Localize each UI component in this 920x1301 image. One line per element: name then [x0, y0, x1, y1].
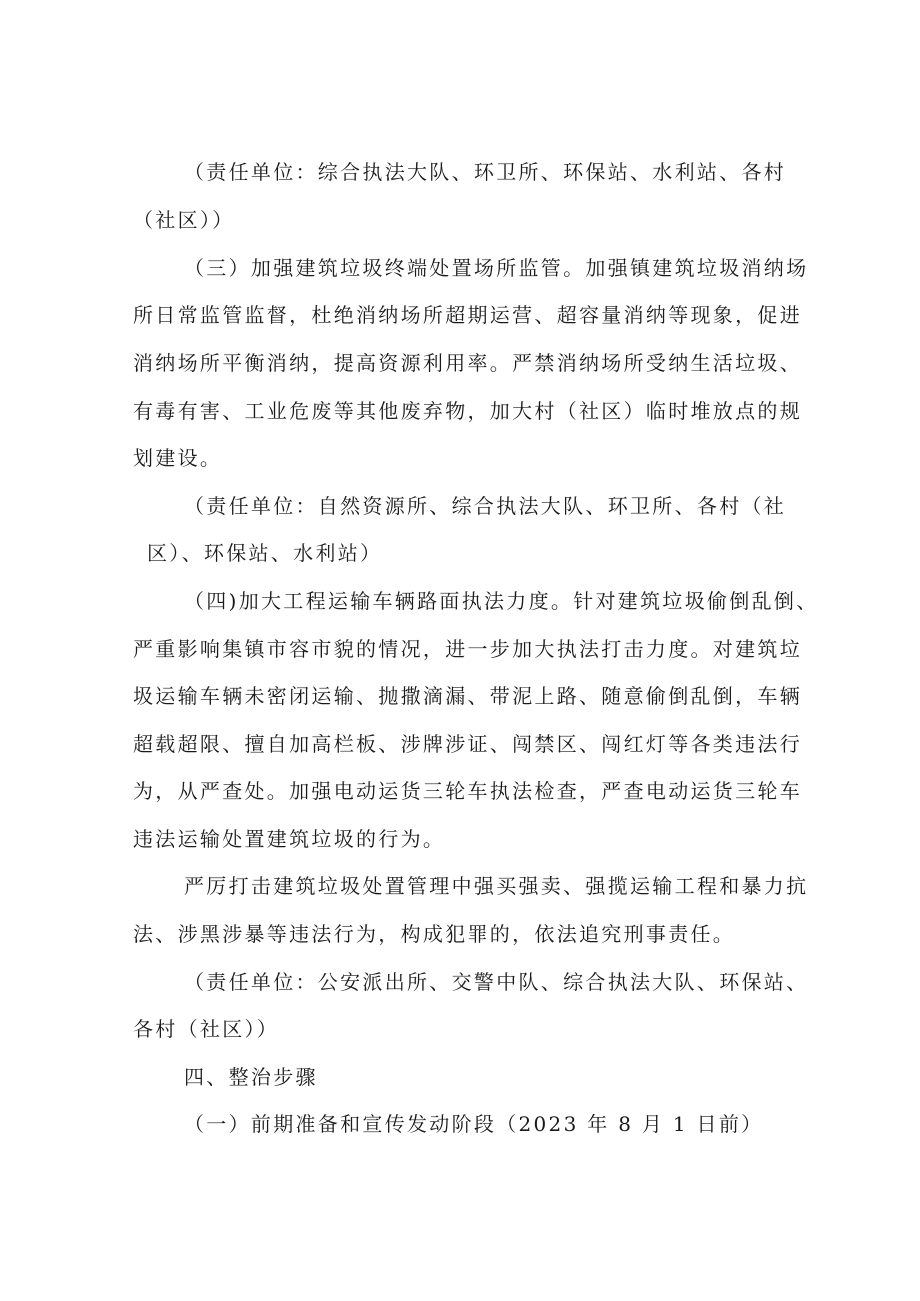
- section-4-body-line-1: 严重影响集镇市容市貌的情况，进一步加大执法打击力度。对建筑垃: [133, 637, 802, 661]
- crackdown-paragraph-line-2: 法、涉黑涉暴等违法行为，构成犯罪的，依法追究刑事责任。: [133, 922, 736, 946]
- section-4-body-line-2: 圾运输车辆未密闭运输、抛撒滴漏、带泥上路、随意偷倒乱倒，车辆: [133, 684, 802, 708]
- crackdown-paragraph-line-1: 严厉打击建筑垃圾处置管理中强买强卖、强揽运输工程和暴力抗: [184, 874, 809, 898]
- responsibility-line-2-cont: 区）、环保站、水利站）: [147, 541, 383, 565]
- phase-1-heading: （一）前期准备和宣传发动阶段（2023 年 8 月 1 日前）: [184, 1112, 764, 1136]
- section-3-body-line-4: 划建设。: [133, 446, 223, 470]
- section-4-heading-line: （四)加大工程运输车辆路面执法力度。针对建筑垃圾偷倒乱倒、: [184, 589, 819, 613]
- section-4-body-line-5: 违法运输处置建筑垃圾的行为。: [133, 827, 446, 851]
- responsibility-line-3-cont: 各村（社区））: [133, 1017, 280, 1041]
- section-3-body-line-3: 有毒有害、工业危废等其他废弃物，加大村（社区）临时堆放点的规: [133, 399, 802, 423]
- section-4-body-line-4: 为，从严查处。加强电动运货三轮车执法检查，严查电动运货三轮车: [133, 779, 802, 803]
- section-3-body-line-2: 消纳场所平衡消纳，提高资源利用率。严禁消纳场所受纳生活垃圾、: [133, 351, 802, 375]
- section-3-body-line-1: 所日常监管监督，杜绝消纳场所超期运营、超容量消纳等现象，促进: [133, 303, 802, 327]
- responsibility-line-2: （责任单位：自然资源所、综合执法大队、环卫所、各村（社: [184, 494, 787, 518]
- responsibility-line-1-cont: （社区））: [133, 208, 235, 232]
- chapter-heading-rectification-steps: 四、整治步骤: [184, 1065, 318, 1089]
- responsibility-line-3: （责任单位：公安派出所、交警中队、综合执法大队、环保站、: [184, 970, 809, 994]
- section-3-heading-line: （三）加强建筑垃圾终端处置场所监管。加强镇建筑垃圾消纳场: [184, 256, 809, 280]
- responsibility-line-1: （责任单位：综合执法大队、环卫所、环保站、水利站、各村: [184, 160, 787, 184]
- section-4-body-line-3: 超载超限、擅自加高栏板、涉牌涉证、闯禁区、闯红灯等各类违法行: [133, 732, 802, 756]
